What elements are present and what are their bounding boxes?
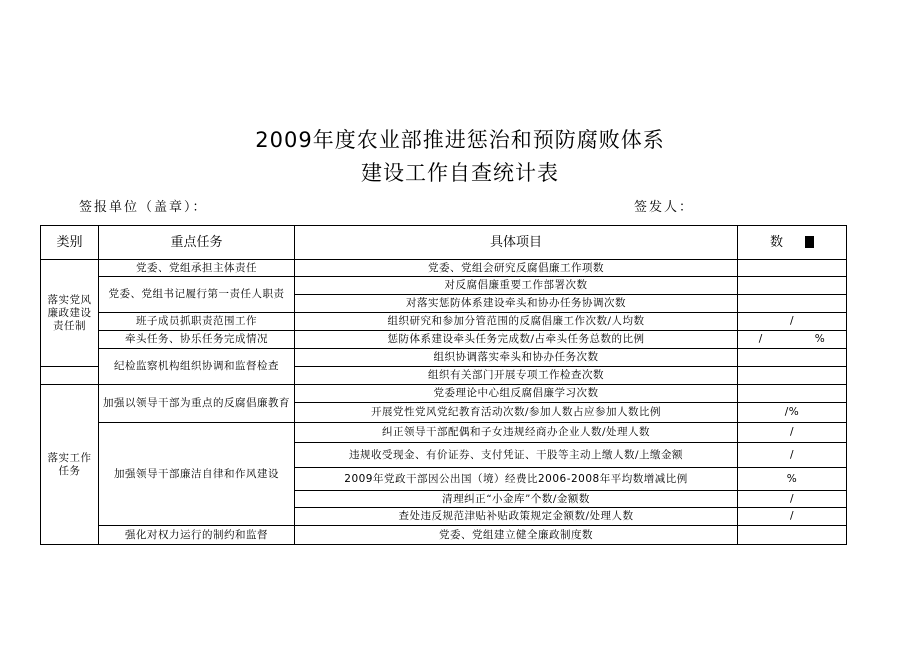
black-square-mark — [805, 236, 814, 248]
value-cell — [738, 526, 847, 545]
value-cell: / — [738, 423, 847, 443]
task-cell: 纪检监察机构组织协调和监督检查 — [99, 349, 295, 385]
item-cell: 对落实惩防体系建设牵头和协办任务协调次数 — [295, 295, 738, 313]
item-cell: 纠正领导干部配偶和子女违规经商办企业人数/处理人数 — [295, 423, 738, 443]
header-item: 具体项目 — [295, 226, 738, 260]
value-cell — [738, 385, 847, 403]
table-row — [41, 313, 847, 331]
table-row — [41, 331, 847, 349]
item-cell: 惩防体系建设牵头任务完成数/占牵头任务总数的比例 — [295, 331, 738, 349]
item-cell: 违规收受现金、有价证券、支付凭证、干股等主动上缴人数/上缴金额 — [295, 443, 738, 468]
task-cell: 强化对权力运行的制约和监督 — [99, 526, 295, 545]
item-cell: 开展党性党风党纪教育活动次数/参加人数占应参加人数比例 — [295, 403, 738, 423]
value-cell: / — [738, 508, 847, 526]
value-cell — [738, 367, 847, 385]
table-row — [41, 349, 847, 367]
value-cell: % — [738, 468, 847, 491]
table-row — [41, 277, 847, 295]
task-cell: 牵头任务、协乐任务完成情况 — [99, 331, 295, 349]
category-cell: 落实党风廉政建设责任制 — [41, 260, 99, 367]
document-title-line2: 建设工作自查统计表 — [361, 161, 559, 185]
item-cell: 清理纠正“小金库”个数/金额数 — [295, 491, 738, 508]
item-cell: 查处违反规范津贴补贴政策规定金额数/处理人数 — [295, 508, 738, 526]
header-count — [738, 226, 847, 260]
item-cell: 党委、党组建立健全廉政制度数 — [295, 526, 738, 545]
table-row — [41, 423, 847, 443]
header-key-task: 重点任务 — [99, 226, 295, 260]
signing-unit-label: 签报单位（盖章）： — [79, 200, 208, 215]
value-cell: /% — [738, 403, 847, 423]
value-cell: / — [738, 313, 847, 331]
value-percent: % — [814, 333, 826, 345]
value-cell — [738, 331, 847, 349]
table-header-row — [41, 226, 847, 260]
header-category: 类别 — [41, 226, 99, 260]
item-cell: 组织有关部门开展专项工作检查次数 — [295, 367, 738, 385]
item-cell: 党委理论中心组反腐倡廉学习次数 — [295, 385, 738, 403]
table-row — [41, 260, 847, 277]
header-count-label: 数 — [769, 235, 783, 250]
item-cell: 2009年党政干部因公出国（境）经费比2006-2008年平均数增减比例 — [295, 468, 738, 491]
item-cell: 组织协调落实牵头和协办任务次数 — [295, 349, 738, 367]
table-row — [41, 385, 847, 403]
category-cell-blank — [41, 367, 99, 385]
item-cell: 对反腐倡廉重要工作部署次数 — [295, 277, 738, 295]
value-cell: / — [738, 443, 847, 468]
task-cell: 班子成员抓职责范围工作 — [99, 313, 295, 331]
value-cell — [738, 295, 847, 313]
value-cell — [738, 260, 847, 277]
task-cell: 党委、党组书记履行第一责任人职责 — [99, 277, 295, 313]
task-cell: 加强以领导干部为重点的反腐倡廉教育 — [99, 385, 295, 423]
document-title-line1: 2009年度农业部推进惩治和预防腐败体系 — [255, 128, 665, 152]
signer-label: 签发人： — [634, 200, 695, 215]
category-cell: 落实工作任务 — [41, 385, 99, 545]
table-row — [41, 526, 847, 545]
item-cell: 党委、党组会研究反腐倡廉工作项数 — [295, 260, 738, 277]
value-cell — [738, 277, 847, 295]
task-cell: 加强领导干部廉洁自律和作风建设 — [99, 423, 295, 526]
value-cell: / — [738, 491, 847, 508]
value-slash: / — [758, 333, 763, 345]
statistics-table — [40, 225, 847, 545]
task-cell: 党委、党组承担主体责任 — [99, 260, 295, 277]
value-cell — [738, 349, 847, 367]
item-cell: 组织研究和参加分管范围的反腐倡廉工作次数/人均数 — [295, 313, 738, 331]
